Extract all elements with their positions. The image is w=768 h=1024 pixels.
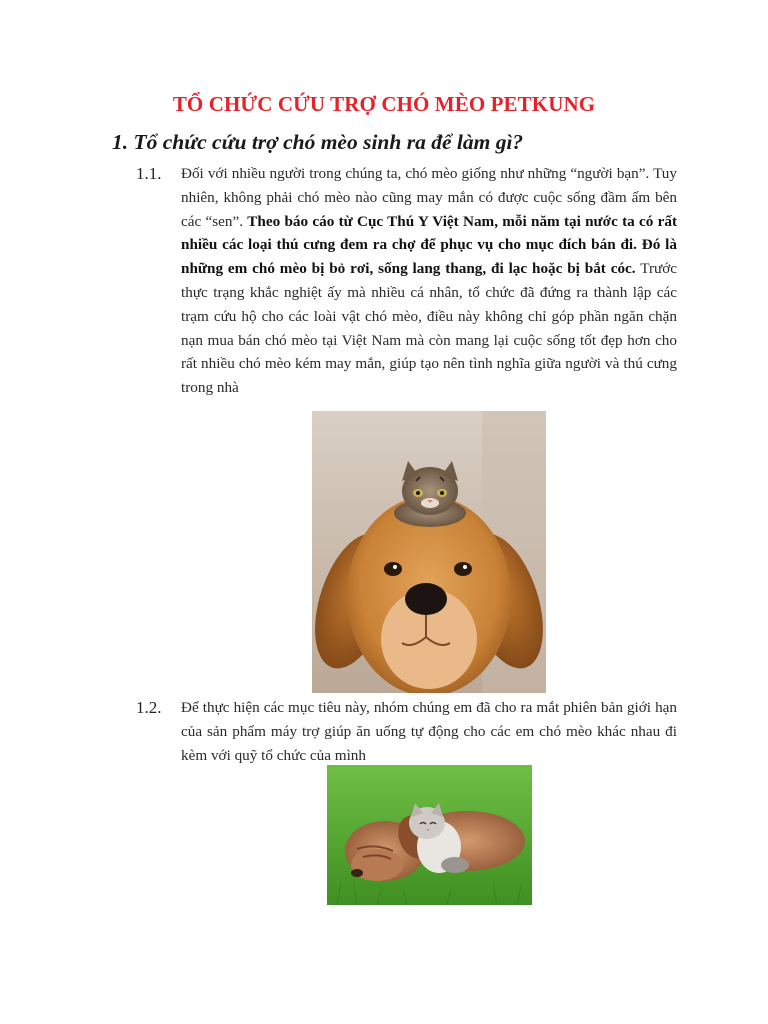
paragraph-1-1-text-a: Đối với nhiều người trong chúng ta, chó mèo giống như những “người bạn”. Tuy nhiên, không phải chó mèo nào cũng may mắn có được cuộc sống đầm ấm bên các “sen”. (181, 165, 677, 230)
paragraph-1-1-text-b: Trước thực trạng khắc nghiệt ấy mà nhiều cá nhân, tổ chức đã đứng ra thành lập các trạm cứu hộ cho các loài vật chó mèo, điều này không chỉ góp phần ngăn chặn nạn mua bán chó mèo tại Việt Nam mà còn mang lại cuộc sống tốt đẹp hơn cho rất nhiều chó mèo kém may mắn, giúp tạo nên tình nghĩa giữa người và thú cưng trong nhà (181, 260, 678, 397)
dog-and-kitten-photo (312, 411, 546, 693)
paragraph-1-1 (181, 162, 677, 400)
paragraph-1-1-bold-text: Theo báo cáo từ Cục Thú Y Việt Nam, mỗi năm tại nước ta có rất nhiều các loại thú cưng đem ra chợ để phục vụ cho mục đích bán đi. Đó là những em chó mèo bị bỏ rơi, sống lang thang, đi lạc hoặc bị bắt cóc. (181, 212, 677, 278)
puppy-and-kitten-illustration (327, 765, 532, 905)
puppy-and-kitten-photo (327, 765, 532, 905)
dog-and-kitten-illustration (312, 411, 546, 693)
section-heading: 1. Tổ chức cứu trợ chó mèo sinh ra để làm gì? (112, 130, 524, 154)
item-number-1-2: 1.2. (136, 698, 162, 717)
paragraph-1-2: Để thực hiện các mục tiêu này, nhóm chúng em đã cho ra mắt phiên bản giới hạn của sản phẩm máy trợ giúp ăn uống tự động cho các em chó mèo khác nhau đi kèm với quỹ tổ chức của mình (181, 699, 677, 764)
item-number-1-1: 1.1. (136, 164, 162, 183)
document-title: TỔ CHỨC CỨU TRỢ CHÓ MÈO PETKUNG (172, 92, 596, 116)
